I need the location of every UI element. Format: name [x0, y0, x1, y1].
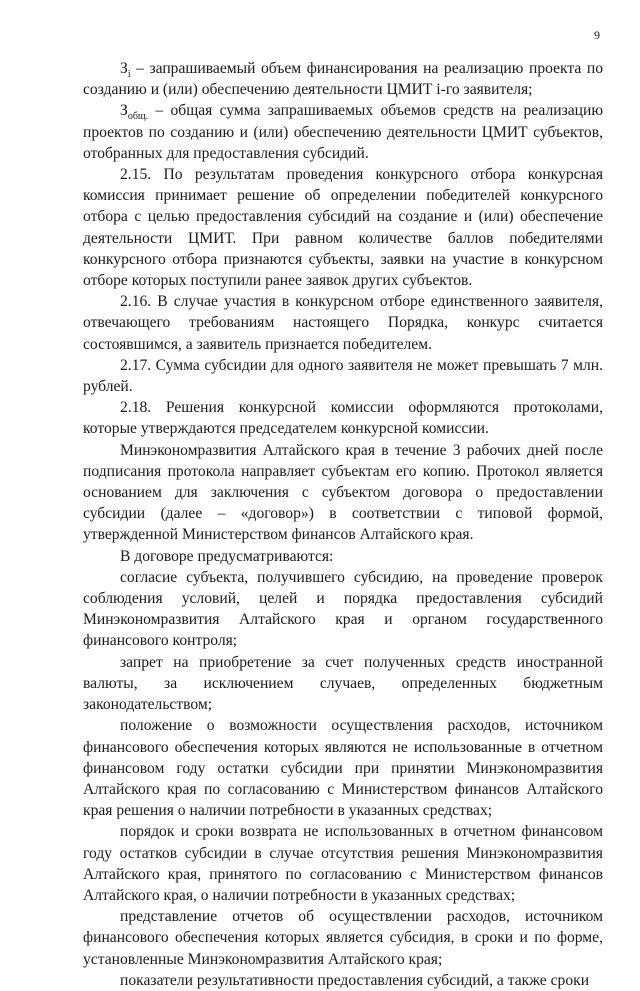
paragraph-ztotal-definition	[83, 100, 603, 164]
paragraph-reports: представление отчетов об осуществлении расходов, источником финансового обеспечения которых является субсидия, в сроки и по форме, установленные Минэкономразвития Алтайского края;	[83, 908, 603, 968]
paragraph-zi-definition	[83, 58, 603, 100]
paragraph-2-18: 2.18. Решения конкурсной комиссии оформляются протоколами, которые утверждаются председателем конкурсной комиссии.	[83, 399, 603, 438]
paragraph-indicators: показатели результативности предоставления субсидий, а также сроки	[120, 971, 590, 989]
variable-symbol: З	[120, 60, 128, 77]
variable-symbol: З	[120, 102, 128, 120]
paragraph-2-16: 2.16. В случае участия в конкурсном отборе единственного заявителя, отвечающего требованиям настоящего Порядка, конкурс считается состоявшимся, а заявитель признается победителем.	[83, 293, 603, 353]
paragraph-2-17: 2.17. Сумма субсидии для одного заявителя не может превышать 7 млн. рублей.	[83, 356, 603, 396]
paragraph-protocol: Минэкономразвития Алтайского края в течение 3 рабочих дней после подписания протокола направляет субъектам его копию. Протокол является основанием для заключения с субъектом договора о предоставлении субсидии (далее – «договор») в соответствии с типовой формой, утвержденной Министерством финансов Алтайского края.	[83, 441, 603, 544]
variable-subscript: общ.	[127, 111, 149, 123]
paragraph-2-15: 2.15. По результатам проведения конкурсного отбора конкурсная комиссия принимает решение об определении победителей конкурсного отбора с целью предоставления субсидий на создание и (или) обеспечение деятельности ЦМИТ. При равном количестве баллов победителями конкурсного отбора признаются субъекты, заявки на участие в конкурсном отборе которых поступили ранее заявок других субъектов.	[83, 166, 603, 290]
page-number: 9	[594, 28, 600, 42]
variable-subscript: i	[127, 69, 131, 81]
definition-text: – общая сумма запрашиваемых объемов средств на реализацию проектов по созданию и (или) обеспечению деятельности ЦМИТ субъектов, отобранных для предоставления субсидий.	[83, 102, 603, 162]
document-body	[83, 58, 603, 991]
paragraph-return-procedure: порядок и сроки возврата не использованных в отчетном финансовом году остатков субсидии в случае отсутствия решения Минэкономразвития Алтайского края, принятого по согласованию с Министерством финансов Алтайского края, о наличии потребности в указанных средствах;	[83, 823, 603, 904]
paragraph-contract-intro: В договоре предусматриваются:	[120, 547, 334, 565]
paragraph-consent: согласие субъекта, получившего субсидию, на проведение проверок соблюдения условий, целей и порядка предоставления субсидий Минэкономразвития Алтайского края и органом государственного финансового контроля;	[83, 568, 603, 650]
definition-text: – запрашиваемый объем финансирования на реализацию проекта по созданию и (или) обеспечению деятельности ЦМИТ i-го заявителя;	[83, 60, 603, 99]
paragraph-currency-ban: запрет на приобретение за счет полученных средств иностранной валюты, за исключением случаев, определенных бюджетным законодательством;	[83, 653, 603, 714]
paragraph-remaining-funds: положение о возможности осуществления расходов, источником финансового обеспечения которых являются не использованные в отчетном финансовом году остатки субсидии при принятии Минэкономразвития Алтайского края по согласованию с Министерством финансов Алтайского края решения о наличии потребности в указанных средствах;	[83, 717, 603, 820]
